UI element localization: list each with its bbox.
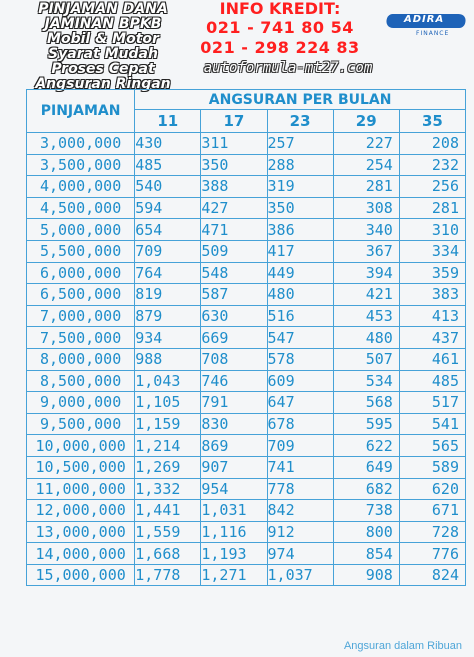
- table-row: [27, 543, 466, 565]
- table-row: [27, 521, 466, 543]
- installment-cell: 449: [267, 262, 333, 284]
- installment-cell: 471: [201, 219, 267, 241]
- installment-cell: 1,668: [135, 543, 201, 565]
- loan-amount-cell: 11,000,000: [27, 478, 135, 500]
- table-row: [27, 197, 466, 219]
- loan-amount-cell: 8,500,000: [27, 370, 135, 392]
- installment-cell: 630: [201, 305, 267, 327]
- installment-cell: 480: [333, 327, 399, 349]
- installment-cell: 1,271: [201, 564, 267, 586]
- loan-amount-cell: 10,000,000: [27, 435, 135, 457]
- installment-cell: 257: [267, 133, 333, 155]
- installment-cell: 437: [399, 327, 465, 349]
- installment-cell: 254: [333, 154, 399, 176]
- footnote: Angsuran dalam Ribuan: [343, 640, 462, 652]
- installment-cell: 869: [201, 435, 267, 457]
- installment-cell: 620: [399, 478, 465, 500]
- installment-cell: 974: [267, 543, 333, 565]
- installment-cell: 778: [267, 478, 333, 500]
- table-row: [27, 133, 466, 155]
- installment-cell: 485: [135, 154, 201, 176]
- col-header-pinjaman: PINJAMAN: [27, 90, 135, 133]
- table-body: [27, 133, 466, 586]
- installment-cell: 1,778: [135, 564, 201, 586]
- table-row: [27, 240, 466, 262]
- logo-brand: ADIRA: [404, 14, 445, 25]
- installment-cell: 308: [333, 197, 399, 219]
- table-row: [27, 305, 466, 327]
- phone-2: 021 - 298 224 83: [200, 38, 360, 57]
- installment-cell: 587: [201, 284, 267, 306]
- installment-cell: 430: [135, 133, 201, 155]
- installment-cell: 485: [399, 370, 465, 392]
- installment-cell: 548: [201, 262, 267, 284]
- installment-cell: 1,037: [267, 564, 333, 586]
- tenor-header: 11: [135, 110, 201, 133]
- installment-cell: 709: [267, 435, 333, 457]
- table-row: [27, 348, 466, 370]
- installment-cell: 227: [333, 133, 399, 155]
- promo-line: PINJAMAN DANA: [38, 1, 168, 17]
- phone-1: 021 - 741 80 54: [206, 18, 354, 37]
- installment-cell: 350: [201, 154, 267, 176]
- installment-cell: 654: [135, 219, 201, 241]
- info-title: INFO KREDIT:: [219, 0, 341, 18]
- installment-cell: 907: [201, 456, 267, 478]
- installment-cell: 671: [399, 500, 465, 522]
- loan-amount-cell: 9,000,000: [27, 392, 135, 414]
- table-row: [27, 456, 466, 478]
- installment-cell: 682: [333, 478, 399, 500]
- installment-cell: 359: [399, 262, 465, 284]
- installment-cell: 288: [267, 154, 333, 176]
- installment-cell: 908: [333, 564, 399, 586]
- loan-amount-cell: 5,000,000: [27, 219, 135, 241]
- installment-cell: 728: [399, 521, 465, 543]
- loan-amount-cell: 4,000,000: [27, 176, 135, 198]
- loan-amount-cell: 4,500,000: [27, 197, 135, 219]
- tenor-header: 23: [267, 110, 333, 133]
- installment-cell: 746: [201, 370, 267, 392]
- promo-line: Syarat Mudah: [48, 46, 158, 62]
- installment-cell: 824: [399, 564, 465, 586]
- installment-cell: 388: [201, 176, 267, 198]
- installment-cell: 1,159: [135, 413, 201, 435]
- installment-cell: 386: [267, 219, 333, 241]
- installment-cell: 934: [135, 327, 201, 349]
- installment-cell: 738: [333, 500, 399, 522]
- installment-cell: 232: [399, 154, 465, 176]
- promo-line: Mobil & Motor: [47, 31, 159, 47]
- loan-amount-cell: 5,500,000: [27, 240, 135, 262]
- installment-cell: 1,043: [135, 370, 201, 392]
- installment-cell: 954: [201, 478, 267, 500]
- table-row: [27, 564, 466, 586]
- installment-cell: 854: [333, 543, 399, 565]
- installment-cell: 830: [201, 413, 267, 435]
- installment-cell: 340: [333, 219, 399, 241]
- installment-cell: 879: [135, 305, 201, 327]
- adira-logo: [386, 6, 468, 46]
- table-row: [27, 219, 466, 241]
- installment-cell: 589: [399, 456, 465, 478]
- installment-cell: 709: [135, 240, 201, 262]
- installment-cell: 568: [333, 392, 399, 414]
- installment-cell: 480: [267, 284, 333, 306]
- installment-cell: 453: [333, 305, 399, 327]
- installment-cell: 516: [267, 305, 333, 327]
- installment-cell: 595: [333, 413, 399, 435]
- installment-cell: 394: [333, 262, 399, 284]
- promo-line: Proses Cepat: [51, 61, 155, 77]
- installment-cell: 988: [135, 348, 201, 370]
- promo-line: Angsuran Ringan: [35, 76, 171, 92]
- installment-cell: 800: [333, 521, 399, 543]
- installment-cell: 517: [399, 392, 465, 414]
- installment-cell: 594: [135, 197, 201, 219]
- installment-table: [26, 89, 466, 586]
- installment-cell: 609: [267, 370, 333, 392]
- installment-cell: 764: [135, 262, 201, 284]
- installment-cell: 256: [399, 176, 465, 198]
- installment-cell: 1,269: [135, 456, 201, 478]
- col-header-angsuran: ANGSURAN PER BULAN: [135, 90, 466, 110]
- loan-amount-cell: 14,000,000: [27, 543, 135, 565]
- website-text: autoformula-mt27.com: [203, 60, 373, 76]
- loan-amount-cell: 15,000,000: [27, 564, 135, 586]
- installment-cell: 741: [267, 456, 333, 478]
- installment-cell: 1,031: [201, 500, 267, 522]
- logo-sub: FINANCE: [416, 30, 450, 37]
- loan-amount-cell: 9,500,000: [27, 413, 135, 435]
- installment-cell: 1,105: [135, 392, 201, 414]
- installment-cell: 912: [267, 521, 333, 543]
- installment-cell: 541: [399, 413, 465, 435]
- info-kredit: [195, 0, 365, 58]
- promo-block: [8, 2, 198, 92]
- table-row: [27, 176, 466, 198]
- loan-amount-cell: 10,500,000: [27, 456, 135, 478]
- installment-cell: 1,214: [135, 435, 201, 457]
- table-row: [27, 500, 466, 522]
- loan-amount-cell: 7,000,000: [27, 305, 135, 327]
- installment-cell: 350: [267, 197, 333, 219]
- installment-cell: 669: [201, 327, 267, 349]
- table-row: [27, 370, 466, 392]
- installment-cell: 819: [135, 284, 201, 306]
- installment-cell: 281: [399, 197, 465, 219]
- installment-cell: 208: [399, 133, 465, 155]
- installment-cell: 565: [399, 435, 465, 457]
- tenor-header: 29: [333, 110, 399, 133]
- loan-amount-cell: 6,500,000: [27, 284, 135, 306]
- installment-cell: 776: [399, 543, 465, 565]
- installment-cell: 1,441: [135, 500, 201, 522]
- loan-amount-cell: 13,000,000: [27, 521, 135, 543]
- installment-cell: 334: [399, 240, 465, 262]
- table-row: [27, 478, 466, 500]
- installment-cell: 311: [201, 133, 267, 155]
- installment-cell: 509: [201, 240, 267, 262]
- table-row: [27, 413, 466, 435]
- loan-amount-cell: 7,500,000: [27, 327, 135, 349]
- installment-cell: 383: [399, 284, 465, 306]
- installment-cell: 507: [333, 348, 399, 370]
- tenor-header: 17: [201, 110, 267, 133]
- installment-cell: 421: [333, 284, 399, 306]
- installment-cell: 540: [135, 176, 201, 198]
- installment-cell: 791: [201, 392, 267, 414]
- installment-cell: 1,559: [135, 521, 201, 543]
- installment-cell: 1,116: [201, 521, 267, 543]
- table-row: [27, 284, 466, 306]
- installment-cell: 1,193: [201, 543, 267, 565]
- loan-amount-cell: 12,000,000: [27, 500, 135, 522]
- installment-cell: 534: [333, 370, 399, 392]
- installment-cell: 578: [267, 348, 333, 370]
- installment-cell: 427: [201, 197, 267, 219]
- installment-cell: 649: [333, 456, 399, 478]
- installment-cell: 461: [399, 348, 465, 370]
- installment-cell: 842: [267, 500, 333, 522]
- installment-cell: 647: [267, 392, 333, 414]
- tenor-header: 35: [399, 110, 465, 133]
- installment-cell: 319: [267, 176, 333, 198]
- loan-amount-cell: 6,000,000: [27, 262, 135, 284]
- table-row: [27, 392, 466, 414]
- installment-cell: 281: [333, 176, 399, 198]
- installment-cell: 413: [399, 305, 465, 327]
- table-row: [27, 154, 466, 176]
- installment-cell: 310: [399, 219, 465, 241]
- table-row: [27, 327, 466, 349]
- table-row: [27, 262, 466, 284]
- installment-cell: 678: [267, 413, 333, 435]
- installment-cell: 708: [201, 348, 267, 370]
- loan-amount-cell: 3,000,000: [27, 133, 135, 155]
- installment-cell: 417: [267, 240, 333, 262]
- installment-cell: 1,332: [135, 478, 201, 500]
- loan-amount-cell: 3,500,000: [27, 154, 135, 176]
- installment-cell: 547: [267, 327, 333, 349]
- promo-line: JAMINAN BPKB: [44, 16, 162, 32]
- loan-amount-cell: 8,000,000: [27, 348, 135, 370]
- table-row: [27, 435, 466, 457]
- installment-cell: 622: [333, 435, 399, 457]
- installment-cell: 367: [333, 240, 399, 262]
